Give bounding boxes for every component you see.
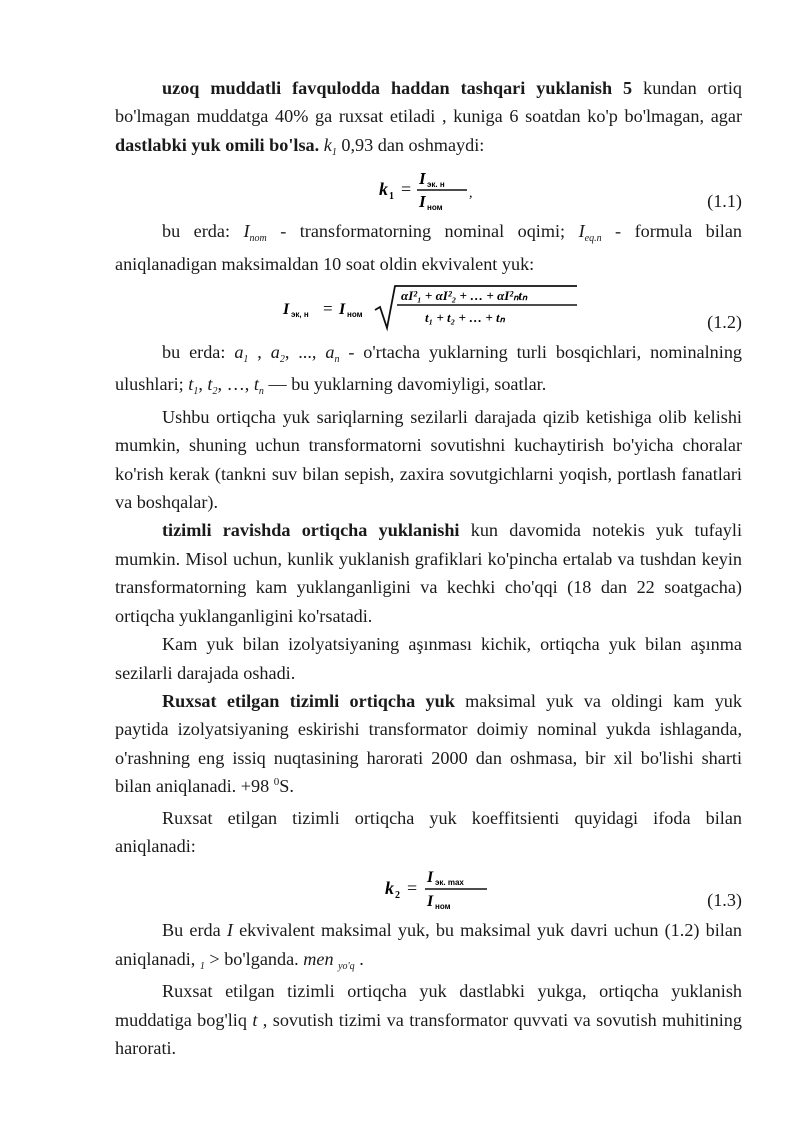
formula-den: t₁ + t₂ + … + tₙ xyxy=(425,310,505,326)
symbol-I: I xyxy=(226,920,233,941)
text: > bo'lganda. xyxy=(204,948,304,969)
text: Ruxsat etilgan tizimli ortiqcha yuk dastlabki yukga, ortiqcha yuklanish muddatiga bog'liq xyxy=(115,981,742,1030)
text: bu erda: xyxy=(162,221,244,242)
formula-den: I xyxy=(427,893,434,911)
formula-den: I xyxy=(419,192,426,212)
symbol-t: t xyxy=(207,374,213,395)
subscript: 1 xyxy=(193,386,199,398)
subscript: 2 xyxy=(212,386,218,398)
text: kundan ortiq bo'lmagan muddatga 40% ga ruxsat etiladi , kuniga 6 soatdan ko'p bo'lmagan, agar xyxy=(115,78,742,127)
formula-lhs: I xyxy=(283,301,290,319)
formula-number: (1.2) xyxy=(707,311,742,332)
paragraph-insulation-wear: Kam yuk bilan izolyatsiyaning aşınması kichik, ortiqcha yuk bilan aşınma sezilarli darajada oshadi. xyxy=(115,634,742,683)
symbol-t: t xyxy=(188,374,194,395)
formula-rhs: I xyxy=(339,301,346,319)
formula-lhs-sub: 1 xyxy=(389,191,394,203)
bold-term: Ruxsat etilgan tizimli ortiqcha yuk xyxy=(162,690,455,711)
svg-text:=: = xyxy=(323,299,333,319)
document-page xyxy=(115,74,742,1062)
subscript: n xyxy=(258,386,264,398)
formula-num: αI²₁ + αI²₂ + … + αI²ₙtₙ xyxy=(401,288,528,304)
superscript: 0 xyxy=(273,776,280,789)
symbol-men: men xyxy=(303,948,334,969)
symbol-a: a xyxy=(270,342,280,363)
symbol-t: t xyxy=(253,374,259,395)
subscript: 1 xyxy=(331,146,337,158)
text: bu erda: xyxy=(162,342,235,363)
paragraph-equivalent-max xyxy=(115,916,742,977)
subscript: n xyxy=(334,354,340,366)
formula-k1-image xyxy=(377,167,507,215)
formula-num-sub: эк. max xyxy=(435,878,464,888)
subscript: yo'q xyxy=(338,960,355,972)
text: , ..., xyxy=(284,342,317,363)
formula-ieq-image xyxy=(281,280,581,336)
paragraph-dependencies xyxy=(115,977,742,1062)
text: - transformatorning nominal oqimi; xyxy=(266,221,579,242)
text: - formula bilan aniqlanadigan maksimaldan 10 soat oldin ekvivalent yuk: xyxy=(115,221,742,274)
formula-k2-image xyxy=(383,866,513,914)
bold-term: dastlabki yuk omili bo'lsa. xyxy=(115,134,320,155)
formula-number: (1.1) xyxy=(707,190,742,211)
subscript: eq.n xyxy=(584,233,602,245)
paragraph-permitted-overload xyxy=(115,687,742,804)
text: 0,93 dan oshmaydi: xyxy=(336,134,485,155)
svg-text:=: = xyxy=(401,179,412,200)
formula-lhs: k xyxy=(379,179,388,200)
formula-den-sub: ном xyxy=(435,902,451,912)
svg-text:=: = xyxy=(407,878,418,899)
symbol-t: t xyxy=(252,1009,258,1030)
bold-term: uzoq muddatli favqulodda haddan tashqari yuklanish 5 xyxy=(162,78,633,98)
text: Bu erda xyxy=(162,920,227,941)
paragraph-definitions-1 xyxy=(115,217,742,278)
text: kun davomida notekis yuk tufayli mumkin. Misol uchun, kunlik yuklanish grafiklari ko'pincha ertalab va tushdan keyin transformatorning kam yuklanganligini va kechki cho'qqi (18 dan 22 soatgacha) ortiqcha yuklanganligini ko'rsatadi. xyxy=(115,520,743,626)
formula-lhs-sub: эк, н xyxy=(291,310,309,320)
symbol-a: a xyxy=(325,342,335,363)
subscript: 1 xyxy=(243,354,249,366)
text: , …, xyxy=(217,374,250,395)
formula-rhs-sub: ном xyxy=(347,310,363,320)
paragraph-systematic-overload xyxy=(115,516,742,630)
text: ekvivalent maksimal yuk, bu maksimal yuk davri uchun (1.2) bilan aniqlanadi, xyxy=(115,920,742,969)
symbol-a: a xyxy=(234,342,244,363)
formula-num: I xyxy=(427,869,434,887)
svg-text:,: , xyxy=(469,186,473,202)
formula-lhs: k xyxy=(385,878,394,899)
formula-1-1 xyxy=(115,163,742,217)
subscript: nom xyxy=(249,233,267,245)
formula-num: I xyxy=(419,169,426,189)
paragraph-coefficient-intro: Ruxsat etilgan tizimli ortiqcha yuk koeffitsienti quyidagi ifoda bilan aniqlanadi: xyxy=(115,807,742,856)
formula-den-sub: ном xyxy=(427,203,443,213)
paragraph-cooling-measures: Ushbu ortiqcha yuk sariqlarning sezilarli darajada qizib ketishiga olib kelishi mumkin, shuning uchun transformatorni sovutishni kuchaytirish bo'yicha choralar ko'rish kerak (tankni suv bilan sepish, zaxira sovutgichlarni yoqish, portlash fanatlari va boshqalar). xyxy=(115,406,742,513)
symbol-I: I xyxy=(243,221,250,242)
bold-term: tizimli ravishda ortiqcha yuklanishi xyxy=(162,520,460,541)
subscript: 2 xyxy=(279,354,285,366)
text: , sovutish tizimi va transformator quvvati va sovutish muhitining harorati. xyxy=(115,1009,742,1058)
formula-number: (1.3) xyxy=(707,889,742,910)
paragraph-overload-emergency xyxy=(115,74,742,163)
formula-1-3 xyxy=(115,860,742,916)
paragraph-definitions-2: bu erda: $a_1$ , $a_2$, ..., $a_n$ - o'rtacha yuklarning turli bosqichlari, nominalning ulushlari; $t_1$, $t_2$, …, $t_n$ — bu yuklarning davomiyligi, soatlar. xyxy=(115,342,743,398)
formula-1-2 xyxy=(115,278,742,338)
text: . xyxy=(354,948,364,969)
symbol-I: I xyxy=(578,221,585,242)
text: - o'rtacha yuklarning turli bosqichlari, nominalning ulushlari; xyxy=(115,342,743,395)
text: maksimal yuk va oldingi kam yuk paytida izolyatsiyaning eskirishi transformator doimiy nominal yukda ishlaganda, o'rashning eng issiq nuqtasining harorati 2000 dan oshmasa, bir xil bo'lishi sharti bilan aniqlanadi. +98 xyxy=(115,690,742,797)
formula-num-sub: эк. н xyxy=(427,180,445,190)
symbol-k: k xyxy=(319,134,332,155)
text: — bu yuklarning davomiyligi, soatlar. xyxy=(263,374,547,395)
subscript: 1 xyxy=(199,960,205,972)
formula-lhs-sub: 2 xyxy=(395,890,400,902)
text: S. xyxy=(279,776,294,797)
